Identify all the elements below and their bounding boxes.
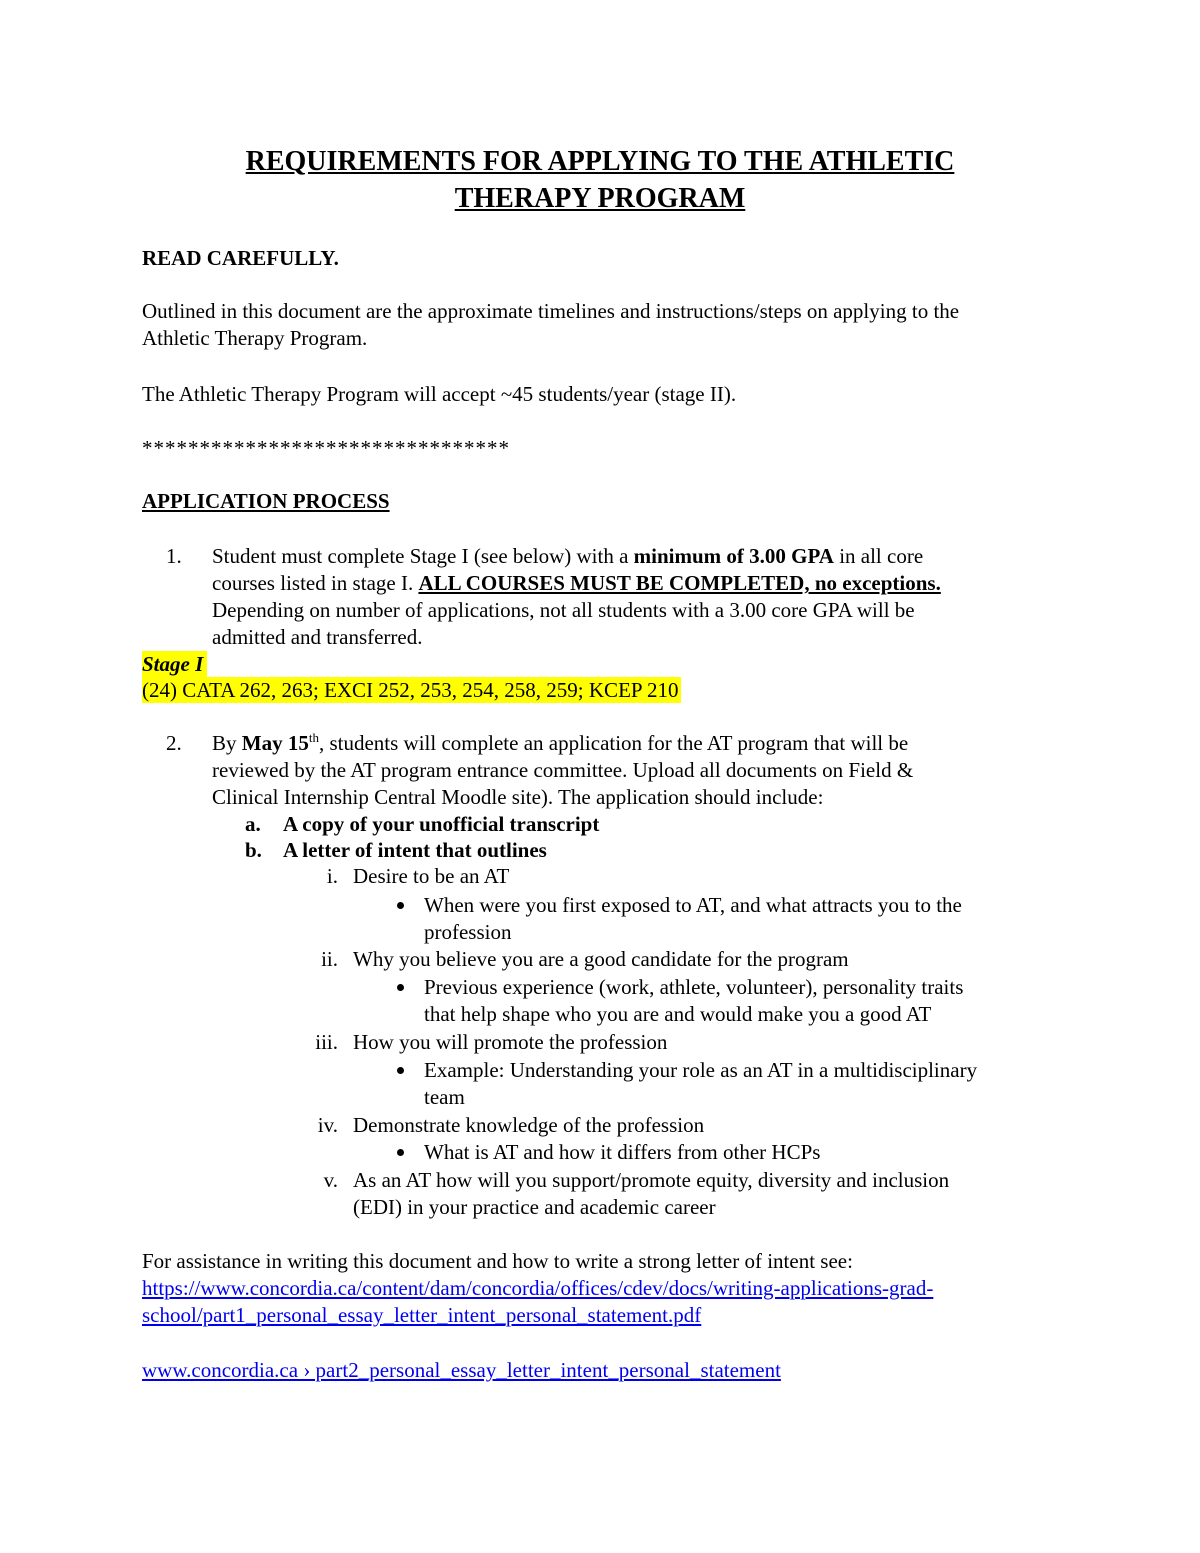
item-b-letter-of-intent: A letter of intent that outlines — [283, 838, 547, 862]
writing-guide-link-part-2[interactable]: www.concordia.ca › part2_personal_essay_letter_intent_personal_statement — [142, 1358, 781, 1382]
roman-ii-marker: ii. — [321, 947, 338, 971]
step-2-line-2: reviewed by the AT program entrance committee. Upload all documents on Field & — [212, 758, 914, 782]
step-1-text-d: courses listed in stage I. — [212, 571, 419, 595]
document-title-line-2: THERAPY PROGRAM — [454, 183, 746, 214]
intro-line-2: Athletic Therapy Program. — [142, 326, 368, 350]
roman-iii-marker: iii. — [315, 1030, 338, 1054]
bullet-icon — [397, 984, 404, 991]
step-1-text-a: Student must complete Stage I (see below) with a — [212, 544, 634, 568]
roman-v-line-2: (EDI) in your practice and academic career — [353, 1195, 716, 1219]
roman-iv-bullet-line-1: What is AT and how it differs from other HCPs — [424, 1140, 821, 1164]
roman-ii-bullet-line-2: that help shape who you are and would make you a good AT — [424, 1002, 932, 1026]
application-deadline: May 15 — [241, 731, 309, 755]
item-a-transcript: A copy of your unofficial transcript — [283, 812, 600, 836]
all-courses-completed-notice: ALL COURSES MUST BE COMPLETED, no exceptions. — [418, 571, 941, 595]
roman-iii-bullet-line-2: team — [424, 1085, 465, 1109]
roman-ii-bullet-line-1: Previous experience (work, athlete, volunteer), personality traits — [424, 975, 964, 999]
step-1-line-1 — [212, 543, 923, 569]
roman-iv-marker: iv. — [317, 1113, 338, 1137]
assistance-text: For assistance in writing this document and how to write a strong letter of intent see: — [142, 1249, 853, 1273]
acceptance-capacity-text: The Athletic Therapy Program will accept ~45 students/year (stage II). — [142, 382, 737, 406]
roman-i-text: Desire to be an AT — [353, 864, 510, 888]
step-2-line-1 — [212, 730, 908, 756]
bullet-icon — [397, 1067, 404, 1074]
step-2-text-a: By — [212, 731, 242, 755]
step-2-line-3: Clinical Internship Central Moodle site). The application should include: — [212, 785, 824, 809]
roman-iv-text: Demonstrate knowledge of the profession — [353, 1113, 705, 1137]
document-title-line-1: REQUIREMENTS FOR APPLYING TO THE ATHLETIC — [245, 146, 955, 177]
roman-i-bullet-line-2: profession — [424, 920, 512, 944]
step-2-number: 2. — [166, 731, 182, 755]
item-a-marker: a. — [245, 812, 261, 836]
step-1-line-4: admitted and transferred. — [212, 625, 423, 649]
stage-1-label: Stage I — [142, 651, 207, 677]
writing-guide-link-part-1[interactable]: https://www.concordia.ca/content/dam/concordia/offices/cdev/docs/writing-applications-grad- — [142, 1276, 934, 1300]
asterisk-separator: ******************************** — [142, 436, 510, 460]
minimum-gpa-requirement: minimum of 3.00 GPA — [633, 544, 834, 568]
step-1-number: 1. — [166, 544, 182, 568]
step-2-text-c: , students will complete an application for the AT program that will be — [318, 731, 909, 755]
roman-i-marker: i. — [326, 864, 338, 888]
bullet-icon — [397, 902, 404, 909]
bullet-icon — [397, 1149, 404, 1156]
roman-ii-text: Why you believe you are a good candidate for the program — [353, 947, 849, 971]
read-carefully-notice: READ CAREFULLY. — [142, 246, 339, 270]
deadline-ordinal: th — [308, 730, 319, 745]
application-process-heading: APPLICATION PROCESS — [142, 489, 390, 513]
stage-1-course-list: (24) CATA 262, 263; EXCI 252, 253, 254, 258, 259; KCEP 210 — [142, 678, 679, 702]
step-1-text-c: in all core — [833, 544, 924, 568]
intro-line-1: Outlined in this document are the approximate timelines and instructions/steps on applying to the — [142, 299, 960, 323]
roman-v-marker: v. — [323, 1168, 338, 1192]
step-1-line-2 — [212, 570, 941, 596]
item-b-marker: b. — [245, 838, 262, 862]
roman-iii-bullet-line-1: Example: Understanding your role as an AT in a multidisciplinary — [424, 1058, 978, 1082]
roman-iii-text: How you will promote the profession — [353, 1030, 668, 1054]
roman-i-bullet-line-1: When were you first exposed to AT, and what attracts you to the — [424, 893, 962, 917]
roman-v-line-1: As an AT how will you support/promote equity, diversity and inclusion — [353, 1168, 950, 1192]
step-1-line-3: Depending on number of applications, not all students with a 3.00 core GPA will be — [212, 598, 915, 622]
writing-guide-link-part-1-continued[interactable]: school/part1_personal_essay_letter_intent_personal_statement.pdf — [142, 1303, 702, 1327]
